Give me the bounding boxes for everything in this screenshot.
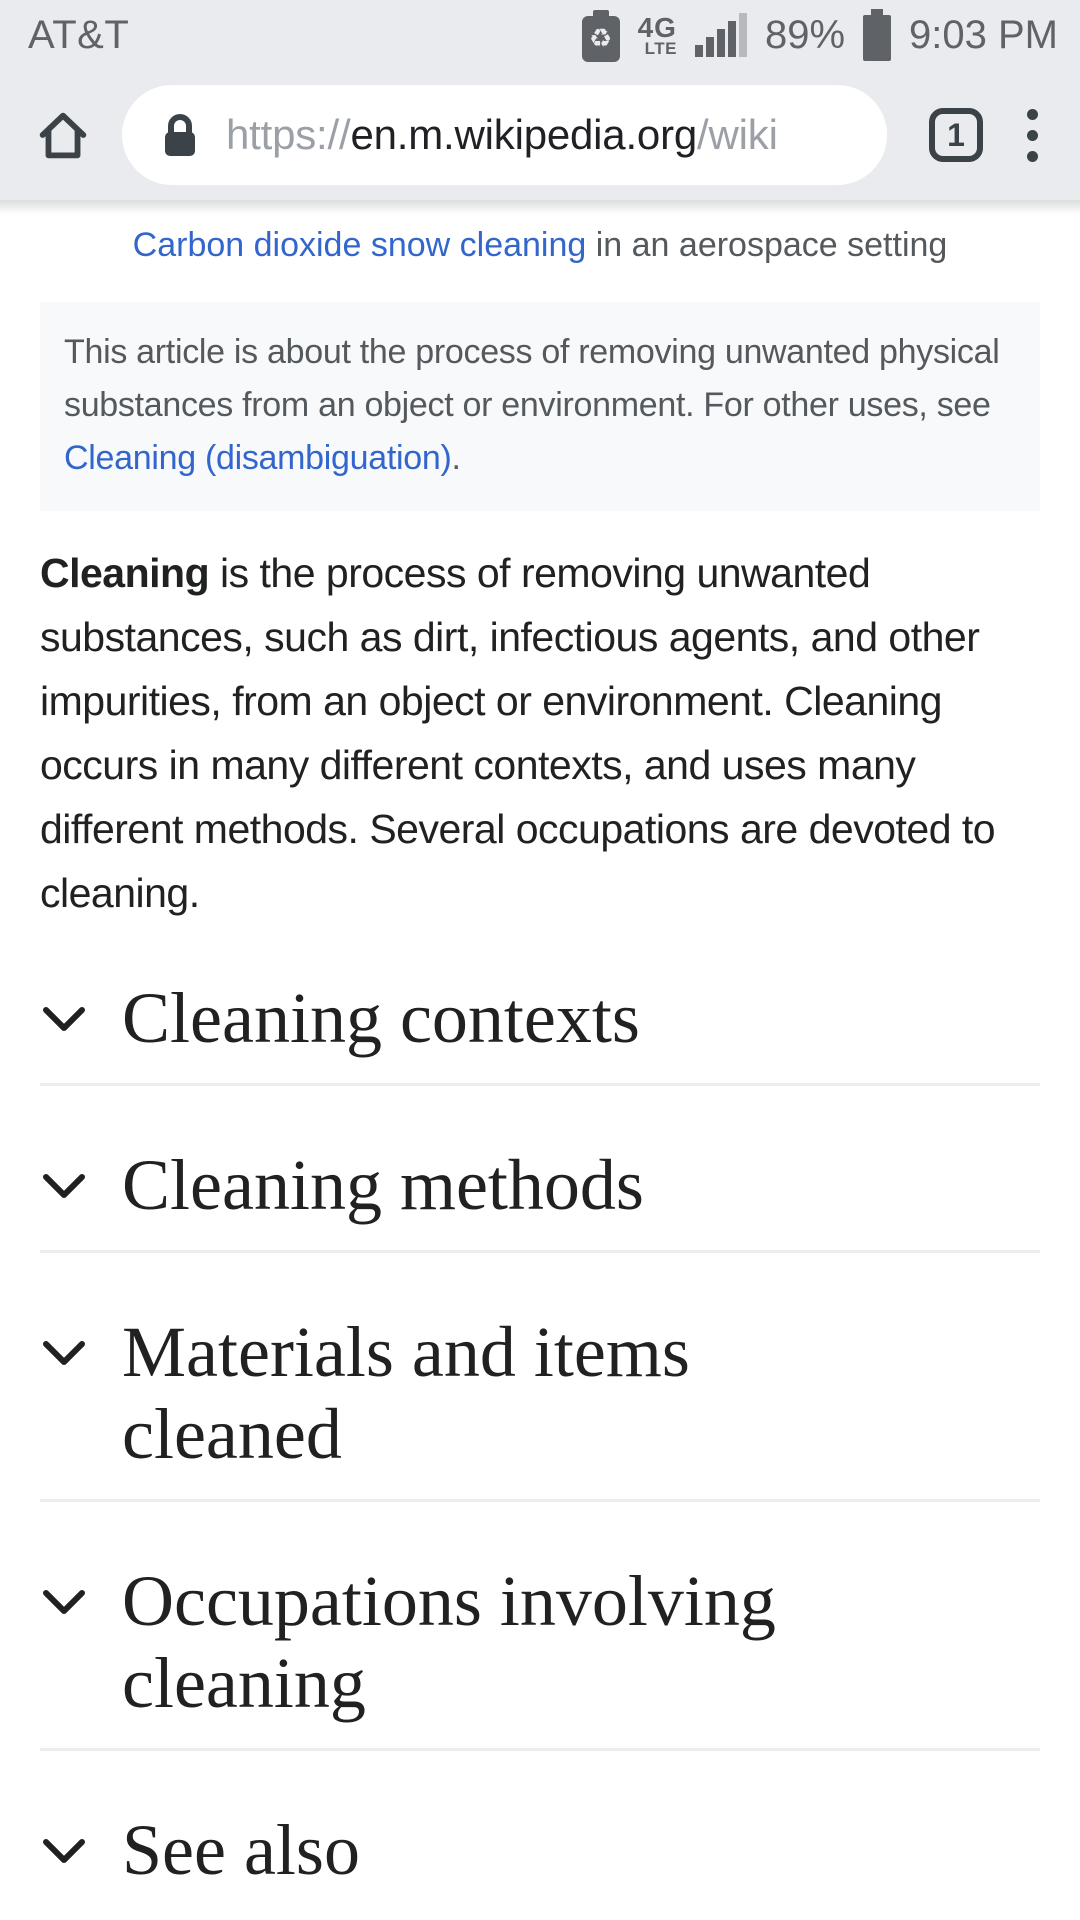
lead-paragraph (40, 541, 1040, 925)
home-button[interactable] (30, 102, 96, 168)
battery-icon (863, 9, 891, 61)
hatnote-suffix: . (451, 439, 461, 477)
url-scheme: https:// (226, 111, 351, 158)
section-toggle[interactable] (40, 1311, 1040, 1475)
section-heading: Cleaning methods (122, 1145, 644, 1225)
clock-label: 9:03 PM (909, 12, 1058, 57)
chevron-down-icon (42, 1588, 86, 1616)
tab-count-label: 1 (947, 116, 965, 153)
section-divider (40, 1499, 1040, 1502)
section-toggle[interactable] (40, 1560, 1040, 1724)
chevron-down-icon (42, 1172, 86, 1200)
chevron-down-icon (42, 1837, 86, 1865)
chevron-down-icon (42, 1339, 86, 1367)
lead-text: is the process of removing unwanted substances, such as dirt, infectious agents, and other impurities, from an object or environment. Cleaning occurs in many different contexts, and uses many different methods. Several occupations are devoted to cleaning. (40, 550, 996, 916)
section-materials-and-items-cleaned (40, 1311, 1040, 1502)
caption-link[interactable]: Carbon dioxide snow cleaning (132, 226, 587, 264)
article-content (0, 214, 1080, 1891)
browser-toolbar (0, 70, 1080, 200)
section-toggle[interactable] (40, 977, 1040, 1059)
caption-text: in an aerospace setting (586, 226, 948, 264)
menu-dots-icon (1027, 109, 1038, 120)
section-cleaning-contexts (40, 977, 1040, 1086)
section-toggle[interactable] (40, 1144, 1040, 1226)
hatnote-text: This article is about the process of removing unwanted physical substances from an object or environment. For other uses, see (64, 333, 1000, 424)
battery-saver-icon: ♻ (582, 8, 620, 62)
section-divider (40, 1748, 1040, 1751)
home-icon (32, 104, 94, 166)
carrier-label: AT&T (28, 12, 130, 57)
section-heading: Occupations involving cleaning (122, 1561, 776, 1723)
url-text (226, 111, 778, 159)
battery-percent-label: 89% (764, 12, 846, 57)
url-bar[interactable] (122, 85, 887, 185)
android-status-bar (0, 0, 1080, 70)
section-heading: Cleaning contexts (122, 978, 640, 1058)
section-see-also (40, 1809, 1040, 1891)
secure-lock-icon[interactable] (160, 111, 200, 159)
browser-menu-button[interactable] (1013, 103, 1052, 168)
url-path: /wiki (697, 111, 778, 158)
chevron-down-icon (42, 1005, 86, 1033)
toolbar-shadow (0, 200, 1080, 214)
section-heading: See also (122, 1810, 360, 1890)
section-cleaning-methods (40, 1144, 1040, 1253)
section-divider (40, 1250, 1040, 1253)
hatnote-box (40, 302, 1040, 511)
section-toggle[interactable] (40, 1809, 1040, 1891)
status-icons (582, 8, 1058, 62)
url-host: en.m.wikipedia.org (350, 111, 698, 158)
url-fade-overlay (797, 85, 887, 185)
section-divider (40, 1083, 1040, 1086)
section-occupations-involving-cleaning (40, 1560, 1040, 1751)
hatnote-disambiguation-link[interactable]: Cleaning (disambiguation) (64, 439, 452, 477)
lead-bold-term: Cleaning (40, 550, 210, 596)
network-type-indicator: 4G LTE (637, 11, 677, 58)
image-caption (40, 214, 1040, 268)
section-heading: Materials and items cleaned (122, 1312, 690, 1474)
tab-switcher-button[interactable] (929, 108, 983, 162)
signal-strength-icon (695, 13, 747, 57)
